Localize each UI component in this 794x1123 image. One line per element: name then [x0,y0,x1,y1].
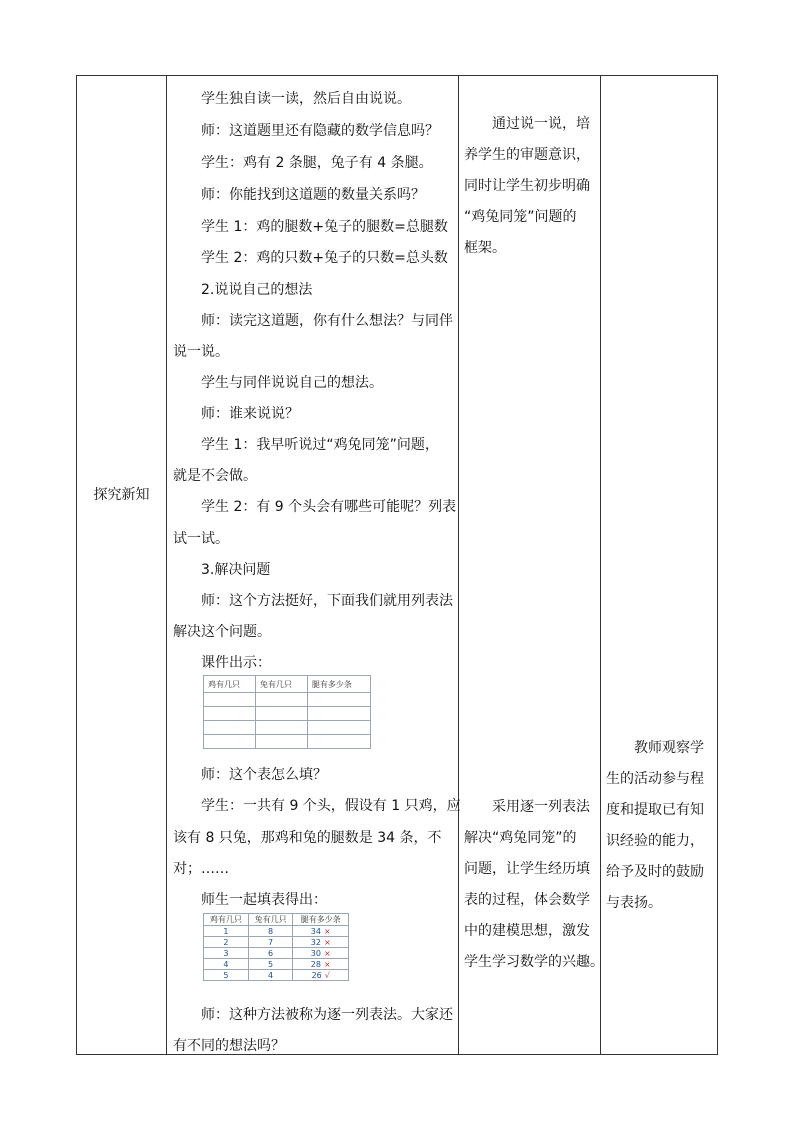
table-cell: 2 [204,937,249,948]
process-line: 解决这个问题。 [173,624,271,640]
process-line: 学生独自读一读，然后自由说说。 [201,91,411,107]
process-line: 师：你能找到这道题的数量关系吗？ [201,187,425,203]
table-cell: 26 √ [293,970,349,981]
process-line: 说一说。 [173,344,229,360]
process-line: 对；…… [173,861,229,877]
note-line: 识经验的能力， [606,833,704,849]
table-header: 鸡有几只 [204,914,249,926]
table-cell: 34 × [293,926,349,937]
table-cell: 4 [204,959,249,970]
table-row [204,937,349,948]
note-line: 学生学习数学的兴趣。 [464,954,604,970]
process-line: 学生：一共有 9 个头，假设有 1 只鸡，应 [201,798,461,814]
note-line: 度和提取已有知 [606,802,704,818]
column-divider [166,76,167,1054]
process-line: 3.解决问题 [201,562,271,578]
process-line: 师生一起填表得出： [201,892,327,908]
process-line: 师：这个表怎么填？ [201,767,327,783]
empty-table [203,675,371,749]
table-header: 兔有几只 [255,676,307,693]
check-mark: √ [324,970,330,980]
filled-table [203,913,349,981]
table-header: 鸡有几只 [204,676,256,693]
table-cell: 7 [248,937,293,948]
table-header: 腿有多少条 [293,914,349,926]
note-line: 给予及时的鼓励 [606,864,704,880]
table-cell: 6 [248,948,293,959]
note-line: 解决“鸡兔同笼”的 [464,830,577,846]
note-line: 同时让学生初步明确 [464,178,590,194]
process-line: 师：谁来说说？ [201,406,299,422]
section-label: 探究新知 [93,487,150,503]
table-row [204,970,349,981]
process-line: 学生 1：我早听说过“鸡兔同笼”问题， [201,437,439,453]
table-row [204,693,371,707]
table-cell: 1 [204,926,249,937]
process-line: 学生与同伴说说自己的想法。 [201,375,383,391]
lesson-table [76,75,718,1055]
note-line: 养学生的审题意识， [464,147,590,163]
process-line: 师：读完这道题，你有什么想法？与同伴 [201,313,453,329]
process-line: 师：这种方法被称为逐一列表法。大家还 [201,1007,453,1023]
table-row [204,735,371,749]
table-row [204,707,371,721]
table-row [204,721,371,735]
table-cell: 32 × [293,937,349,948]
note-line: 问题，让学生经历填 [464,861,590,877]
table-cell: 5 [204,970,249,981]
process-line: 学生 2：鸡的只数+兔子的只数=总头数 [201,250,448,266]
cross-mark: × [323,948,331,958]
cross-mark: × [323,937,331,947]
note-line: 生的活动参与程 [606,771,704,787]
process-line: 就是不会做。 [173,468,257,484]
table-row [204,948,349,959]
note-line: 教师观察学 [634,740,704,756]
table-cell: 5 [248,959,293,970]
design-intent-note [464,109,590,264]
process-line: 试一试。 [173,531,229,547]
note-line: “鸡兔同笼”问题的 [464,209,577,225]
table-row [204,959,349,970]
table-cell: 4 [248,970,293,981]
process-line: 学生 1：鸡的腿数+兔子的腿数=总腿数 [201,219,448,235]
table-header: 兔有几只 [248,914,293,926]
table-cell: 8 [248,926,293,937]
process-line: 课件出示： [201,655,271,671]
process-line: 师：这个方法挺好，下面我们就用列表法 [201,593,453,609]
table-cell: 3 [204,948,249,959]
table-row [204,926,349,937]
table-cell: 30 × [293,948,349,959]
evaluation-note [606,733,704,919]
process-line: 有不同的想法吗？ [173,1038,285,1054]
note-line: 表的过程，体会数学 [464,892,590,908]
note-line: 采用逐一列表法 [492,799,590,815]
process-line: 2.说说自己的想法 [201,282,313,298]
cross-mark: × [323,926,331,936]
note-line: 中的建模思想，激发 [464,923,590,939]
design-intent-note [464,792,604,978]
cross-mark: × [323,959,331,969]
column-divider [458,76,459,1054]
process-line: 师：这道题里还有隐藏的数学信息吗？ [201,123,439,139]
table-cell: 28 × [293,959,349,970]
note-line: 与表扬。 [606,895,662,911]
table-header: 腿有多少条 [307,676,370,693]
process-line: 学生 2：有 9 个头会有哪些可能呢？列表 [201,499,457,515]
note-line: 通过说一说，培 [492,116,590,132]
process-line: 该有 8 只兔，那鸡和兔的腿数是 34 条，不 [173,830,442,846]
process-line: 学生：鸡有 2 条腿，兔子有 4 条腿。 [201,155,433,171]
note-line: 框架。 [464,240,506,256]
